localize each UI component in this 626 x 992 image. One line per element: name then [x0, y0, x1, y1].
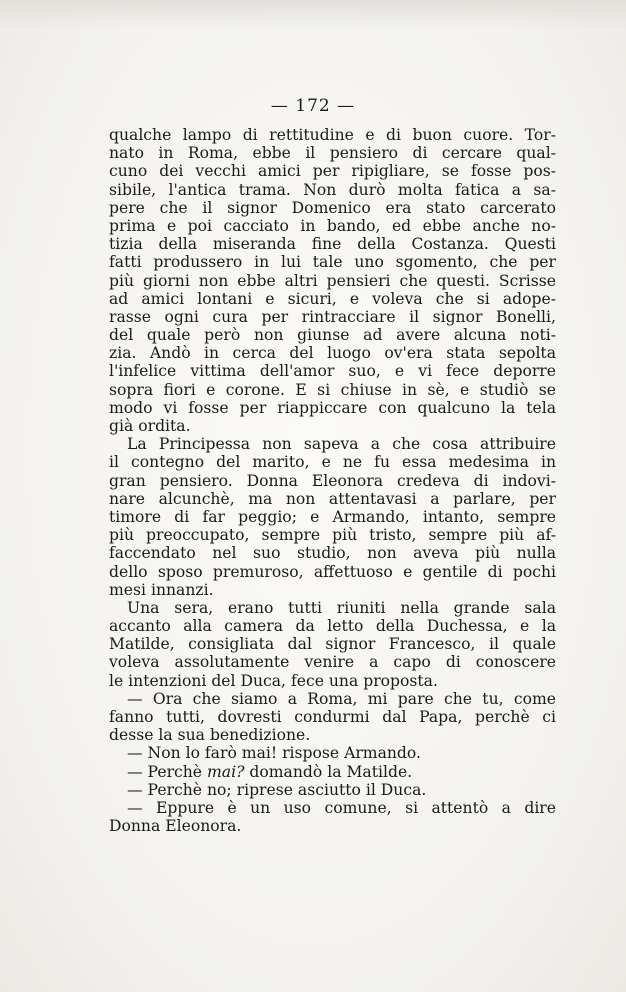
text-line: timore di far peggio; e Armando, intanto, sempre — [109, 507, 556, 526]
page-edge-shadow — [0, 0, 626, 30]
paragraph-start: La Principessa non sapeva a che cosa attribuire — [127, 435, 556, 454]
dialogue-line: — Eppure è un uso comune, si attentò a dire — [127, 798, 556, 817]
italic-word: mai? — [207, 762, 245, 781]
text-line: cuno dei vecchi amici per ripigliare, se fosse pos- — [109, 162, 556, 181]
text-line: più giorni non ebbe altri pensieri che questi. Scrisse — [109, 271, 556, 290]
text-line: zia. Andò in cerca del luogo ov'era stata sepolta — [109, 344, 556, 363]
text-line: pere che il signor Domenico era stato carcerato — [109, 198, 556, 217]
text-line: sibile, l'antica trama. Non durò molta fatica a sa- — [109, 180, 556, 199]
text-line: accanto alla camera da letto della Duchessa, e la — [109, 617, 556, 636]
paragraph-start: Una sera, erano tutti riuniti nella grande sala — [127, 598, 556, 617]
text-line: desse la sua benedizione. — [109, 726, 311, 745]
text-line: l'infelice vittima dell'amor suo, e vi fece deporre — [109, 362, 556, 381]
text-line: rasse ogni cura per rintracciare il signor Bonelli, — [109, 307, 556, 326]
text-line: già ordita. — [109, 417, 191, 435]
text-line: fatti produssero in lui tale uno sgomento, che per — [109, 253, 556, 272]
text-line: fanno tutti, dovresti condurmi dal Papa, perchè ci — [109, 708, 556, 726]
text-line: nare alcunchè, ma non attentavasi a parlare, per — [109, 489, 556, 508]
text-line: il contegno del marito, e ne fu essa medesima in — [109, 453, 556, 472]
text-line: gran pensiero. Donna Eleonora credeva di indovi- — [109, 471, 556, 490]
text-line: mesi innanzi. — [109, 580, 214, 599]
text-line: Donna Eleonora. — [109, 817, 242, 836]
page-number: — 172 — — [270, 96, 356, 116]
text-line: faccendato nel suo studio, non aveva più nulla — [109, 544, 556, 563]
dialogue-line: — Ora che siamo a Roma, mi pare che tu, come — [127, 689, 556, 708]
text-line: Matilde, consigliata dal signor Francesco, il quale — [109, 635, 556, 654]
text-line: qualche lampo di rettitudine e di buon cuore. Tor- — [109, 126, 556, 144]
text-line: più preoccupato, sempre più tristo, sempre più af- — [109, 526, 556, 545]
body-text — [109, 126, 556, 835]
dialogue-line-end: domandò la Matilde. — [244, 762, 413, 781]
dialogue-line-start: — Perchè — [127, 762, 207, 781]
dialogue-line: — Perchè no; riprese asciutto il Duca. — [127, 780, 427, 799]
text-line: ad amici lontani e sicuri, e voleva che si adope- — [109, 289, 556, 308]
text-line: tizia della miseranda fine della Costanza. Questi — [109, 235, 556, 254]
text-line: sopra fiori e corone. E si chiuse in sè, e studiò se — [109, 380, 556, 399]
text-line: nato in Roma, ebbe il pensiero di cercare qual- — [109, 144, 556, 163]
text-line: modo vi fosse per riappiccare con qualcuno la tela — [109, 398, 556, 417]
text-line: del quale però non giunse ad avere alcuna noti- — [109, 326, 556, 345]
dialogue-line: — Non lo farò mai! rispose Armando. — [127, 744, 421, 763]
text-line: dello sposo premuroso, affettuoso e gentile di pochi — [109, 562, 556, 581]
dialogue-line — [109, 763, 556, 781]
text-line: le intenzioni del Duca, fece una proposta. — [109, 671, 438, 690]
text-line: voleva assolutamente venire a capo di conoscere — [109, 653, 556, 672]
text-line: prima e poi cacciato in bando, ed ebbe anche no- — [109, 216, 556, 235]
